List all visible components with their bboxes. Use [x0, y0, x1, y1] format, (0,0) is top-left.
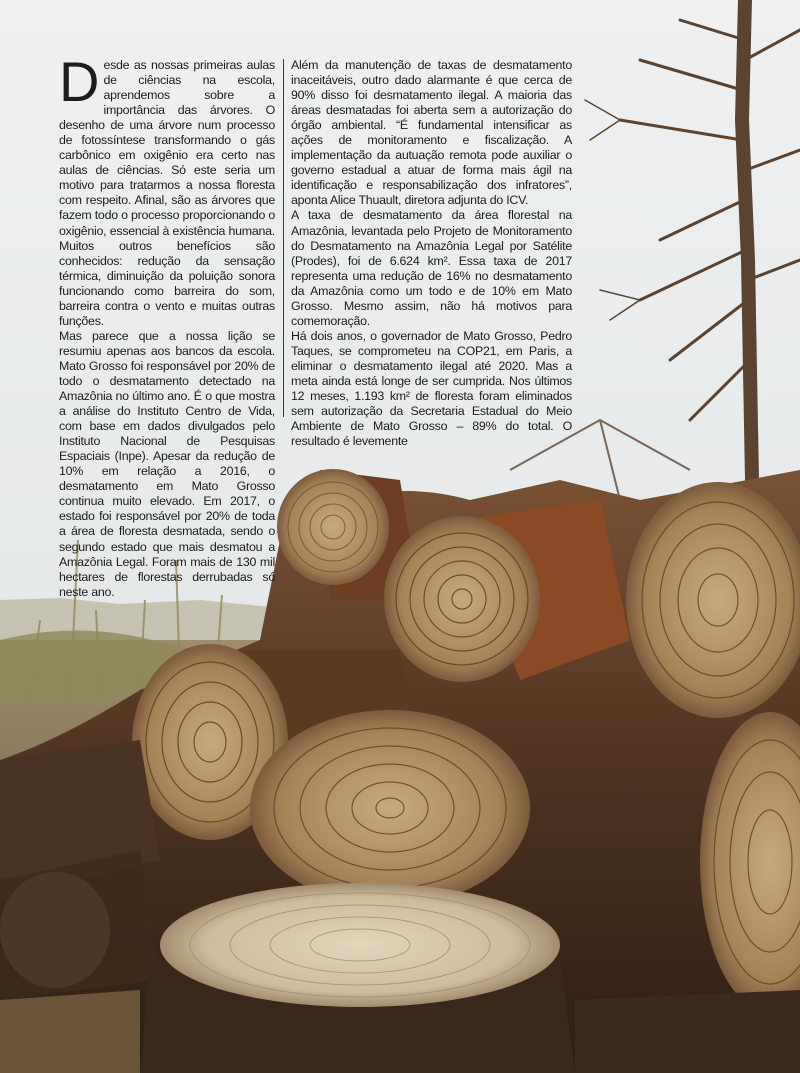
right-paragraph-2: A taxa de desmatamento da área florestal na Amazônia, levantada pelo Projeto de Monitoramento do Desmatamento na Amazônia Legal por Satélite (Prodes), foi de 6.624 km². Essa taxa de 2017 representa uma redução de 16% no desmatamento da Amazônia como um todo e de 10% em Mato Grosso. Mesmo assim, não há motivos para comemoração.	[291, 208, 572, 328]
article-left-column	[59, 50, 275, 600]
drop-cap: D	[59, 50, 100, 113]
left-paragraph-2: Mas parece que a nossa lição se resumiu apenas aos bancos da escola. Mato Grosso foi responsável por 20% de todo o desmatamento detectado na Amazônia no último ano. É o que mostra a análise do Instituto Centro de Vida, com base em dados divulgados pelo Instituto Nacional de Pesquisas Espaciais (Inpe). Apesar da redução de 10% em relação a 2016, o desmatamento em Mato Grosso continua muito elevado. Em 2017, o estado foi responsável por 20% de toda a área de floresta desmatada, sendo o segundo estado que mais desmatou a Amazônia Legal. Foram mais de 130 mil hectares de florestas derrubadas só neste ano.	[59, 328, 275, 599]
article-right-column	[291, 58, 572, 449]
right-paragraph-1: Além da manutenção de taxas de desmatamento inaceitáveis, outro dado alarmante é que cerca de 90% disso foi desmatamento ilegal. A maioria das áreas desmatadas foi aberta sem a autorização do órgão ambiental. “É fundamental intensificar as ações de monitoramento e fiscalização. A implementação da autuação remota pode auxiliar o governo estadual a atuar de forma mais ágil na identificação e responsabilização dos infratores”, aponta Alice Thuault, diretora adjunta do ICV.	[291, 58, 572, 208]
right-paragraph-3: Há dois anos, o governador de Mato Grosso, Pedro Taques, se comprometeu na COP21, em Paris, a eliminar o desmatamento ilegal até 2020. Mas a meta ainda está longe de ser cumprida. Nos últimos 12 meses, 1.193 km² de floresta foram eliminados sem autorização da Secretaria Estadual do Meio Ambiente de Mato Grosso – 89% do total. O resultado é levemente	[291, 328, 572, 449]
column-divider	[283, 59, 284, 417]
left-paragraph-1-text: esde as nossas primeiras aulas de ciências na escola, aprendemos sobre a importância das árvores. O desenho de uma árvore num processo de fotossíntese transformando o gás carbônico em oxigênio era certo nas aulas de ciências. Só este seria um motivo para tratarmos a nossa floresta com respeito. Afinal, são as árvores que fazem todo o processo proporcionando o oxigênio, essencial à existência humana. Muitos outros benefícios são conhecidos: redução da sensação térmica, diminuição da poluição sonora funcionando como barreira do som, barreira contra o vento e muitas outras funções.	[59, 58, 275, 328]
left-paragraph-1	[59, 50, 275, 329]
